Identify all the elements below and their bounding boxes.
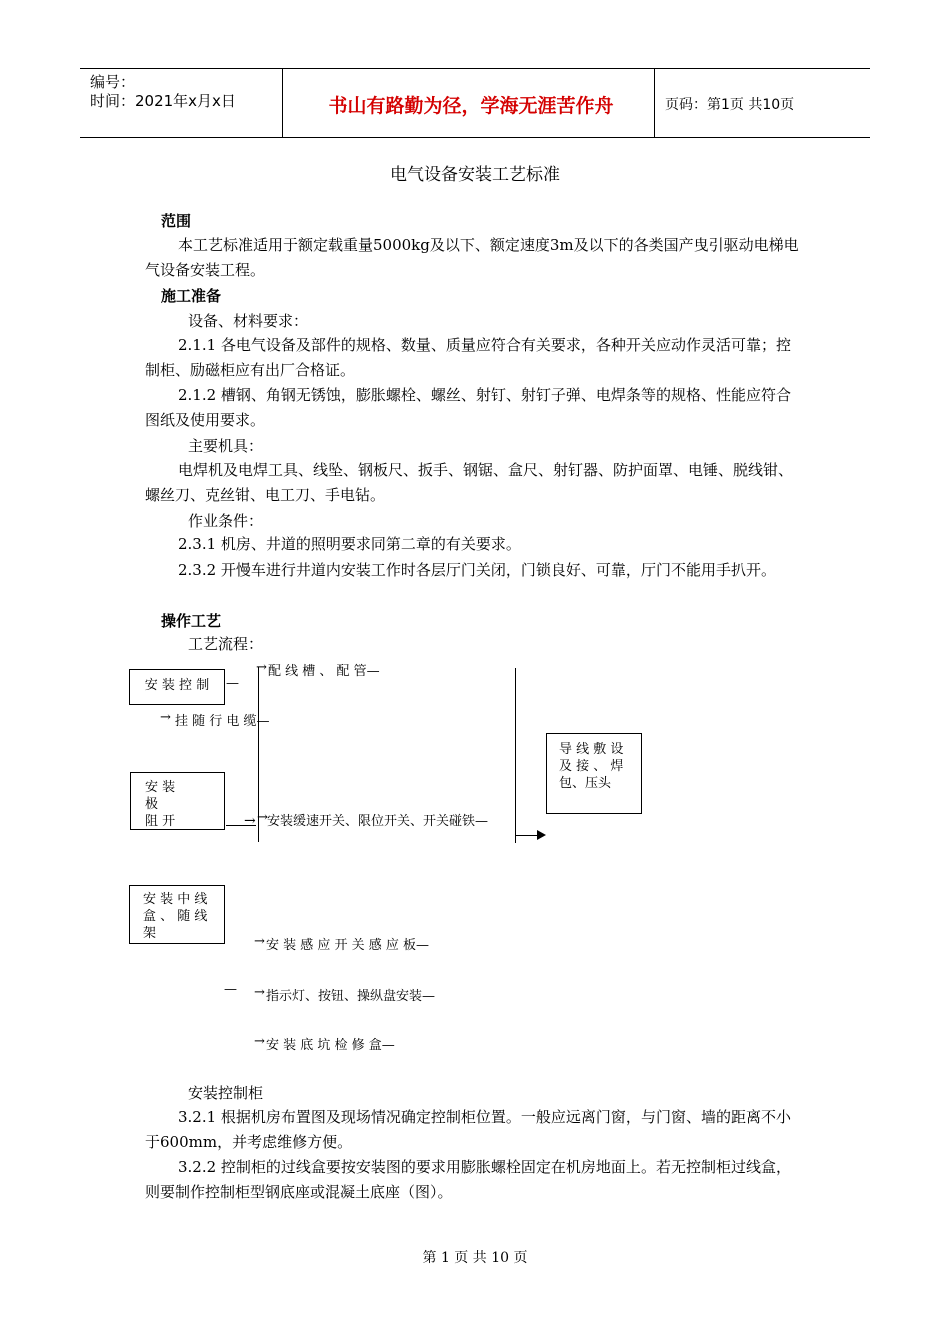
flow-step-pit-box: 安 装 底 坑 检 修 盒— xyxy=(266,1038,395,1053)
clause-2-3-1: 2.3.1 机房、井道的照明要求同第二章的有关要求。 xyxy=(178,535,521,553)
flow-arrow: → xyxy=(254,985,265,1000)
flow-arrow: → xyxy=(160,710,171,725)
flow-box-label: 安 装 中 线 xyxy=(143,892,208,907)
tools-paragraph: 电焊机及电焊工具、线坠、钢板尺、扳手、钢锯、盒尺、射钉器、防护面罩、电锤、脱线钳、螺丝刀、克丝钳、电工刀、手电钻。 xyxy=(145,461,794,504)
flow-box-label: 导 线 敷 设 xyxy=(559,742,624,757)
arrowhead-icon xyxy=(537,830,546,840)
flow-step-wiring: 配 线 槽 、 配 管— xyxy=(268,664,380,679)
scope-paragraph: 本工艺标准适用于额定载重量5000kg及以下、额定速度3m及以下的各类国产曳引驱动电梯电气设备安装工程。 xyxy=(145,236,799,279)
process-flow-label: 工艺流程： xyxy=(188,635,264,653)
flow-connector-right xyxy=(515,668,516,843)
clause-2-1-2: 2.1.2 槽钢、角钢无锈蚀，膨胀螺栓、螺丝、射钉、射钉子弹、电焊条等的规格、性能应符合图纸及使用要求。 xyxy=(145,386,791,429)
date-label: 时间：2021年x月x日 xyxy=(90,92,236,110)
flow-box-control-cabinet xyxy=(129,669,225,705)
section-heading-process: 操作工艺 xyxy=(161,612,222,630)
flow-arrow: → xyxy=(257,810,268,825)
flow-dash: — xyxy=(226,676,239,691)
flow-box-junction xyxy=(129,885,225,944)
document-title: 电气设备安装工艺标准 xyxy=(390,165,560,185)
conditions-label: 作业条件： xyxy=(188,512,264,530)
header-page-label: 页码：第1页 共10页 xyxy=(665,97,795,113)
flow-box-label: 阻 开 xyxy=(145,814,176,829)
flow-step-cable: 挂 随 行 电 缆— xyxy=(175,714,270,729)
section-heading-scope: 范围 xyxy=(161,212,192,230)
flow-box-label: 及 接 、 焊 xyxy=(559,759,624,774)
code-label: 编号： xyxy=(90,73,136,91)
flow-box-wire-laying xyxy=(546,733,642,814)
clause-3-2-1: 3.2.1 根据机房布置图及现场情况确定控制柜位置。一般应远离门窗，与门窗、墙的距离不小于600mm，并考虑维修方便。 xyxy=(145,1108,791,1151)
page-footer: 第 1 页 共 10 页 xyxy=(422,1250,528,1266)
flow-arrow: → xyxy=(254,934,265,949)
flow-step-indicators: 指示灯、按钮、操纵盘安装— xyxy=(266,989,436,1004)
materials-label: 设备、材料要求： xyxy=(188,312,309,330)
flow-box-label: 架 xyxy=(143,926,157,941)
flow-box-label: 极 xyxy=(145,797,159,812)
flow-step-switches: 安装缓速开关、限位开关、开关碰铁— xyxy=(267,814,489,829)
flow-step-sensor: 安 装 感 应 开 关 感 应 板— xyxy=(266,938,430,953)
flow-box-limit xyxy=(130,772,225,830)
header-divider xyxy=(654,69,655,137)
section-heading-preparation: 施工准备 xyxy=(161,287,222,305)
flow-box-label: 安 装 xyxy=(145,780,176,795)
flow-box-label: 安 装 控 制 xyxy=(144,678,210,693)
flow-arrow: → xyxy=(254,1034,265,1049)
flow-box-label: 包、压头 xyxy=(559,776,612,791)
flow-arrow: → xyxy=(244,813,256,829)
flow-box-label: 盒 、 随 线 xyxy=(143,909,208,924)
flow-arrow: → xyxy=(256,660,267,675)
header-motto: 书山有路勤为径，学海无涯苦作舟 xyxy=(328,95,614,117)
flow-dash: — xyxy=(224,982,237,997)
tools-label: 主要机具： xyxy=(188,437,264,455)
clause-3-2-2: 3.2.2 控制柜的过线盒要按安装图的要求用膨胀螺栓固定在机房地面上。若无控制柜过线盒，则要制作控制柜型钢底座或混凝土底座（图）。 xyxy=(145,1158,791,1201)
page-header xyxy=(80,68,870,138)
install-cabinet-label: 安装控制柜 xyxy=(188,1084,264,1102)
clause-2-3-2: 2.3.2 开慢车进行井道内安装工作时各层厅门关闭，门锁良好、可靠，厅门不能用手扒开。 xyxy=(178,561,776,579)
clause-2-1-1: 2.1.1 各电气设备及部件的规格、数量、质量应符合有关要求，各种开关应动作灵活可靠；控制柜、励磁柜应有出厂合格证。 xyxy=(145,336,791,379)
header-left-cell xyxy=(90,73,236,111)
header-divider xyxy=(282,69,283,137)
